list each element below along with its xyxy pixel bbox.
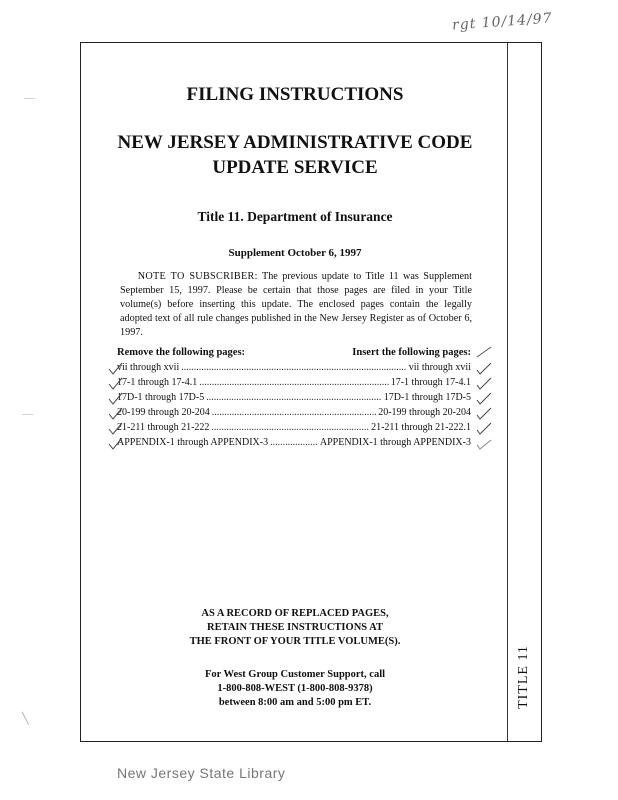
spine-text: TITLE 11 — [516, 645, 531, 709]
page-subtitle — [80, 130, 510, 180]
checkmark-icon — [108, 392, 124, 406]
insert-pages: 17D-1 through 17D-5 — [383, 392, 471, 403]
insert-pages: 17-1 through 17-4.1 — [390, 377, 471, 388]
insert-header: Insert the following pages: — [352, 347, 471, 358]
checkmark-icon — [476, 422, 492, 436]
list-item — [117, 437, 471, 452]
checkmark-icon — [476, 377, 492, 391]
checkmark-icon — [108, 407, 124, 421]
support-line-1: For West Group Customer Support, call — [204, 669, 386, 680]
margin-mark: — — [24, 92, 35, 104]
insert-pages: APPENDIX-1 through APPENDIX-3 — [319, 437, 471, 448]
checkmark-icon — [476, 392, 492, 406]
checkmark-icon — [476, 346, 492, 360]
leader-dots — [211, 422, 369, 433]
checkmark-icon — [108, 422, 124, 436]
checkmark-icon — [476, 437, 492, 451]
pages-list — [117, 362, 471, 452]
remove-pages: 21-211 through 21-222 — [117, 422, 210, 433]
library-stamp: New Jersey State Library — [117, 765, 286, 781]
title-section-heading: Title 11. Department of Insurance — [197, 209, 393, 224]
margin-mark: ╲ — [22, 713, 29, 725]
insert-pages: 20-199 through 20-204 — [378, 407, 471, 418]
insert-pages: vii through xvii — [408, 362, 471, 373]
title-spine-label — [510, 632, 538, 722]
remove-header: Remove the following pages: — [117, 347, 246, 358]
remove-pages: APPENDIX-1 through APPENDIX-3 — [117, 437, 269, 448]
leader-dots — [270, 437, 318, 448]
leader-dots — [199, 377, 388, 388]
remove-pages: 20-199 through 20-204 — [117, 407, 210, 418]
subtitle-line-2: UPDATE SERVICE — [212, 157, 378, 178]
record-line-3: THE FRONT OF YOUR TITLE VOLUME(S). — [189, 636, 401, 647]
leader-dots — [212, 407, 376, 418]
subtitle-line-1: NEW JERSEY ADMINISTRATIVE CODE — [117, 132, 473, 153]
note-body: The previous update to Title 11 was Supplement September 15, 1997. Please be certain that those pages are filed in your Title volume(s) before inserting this update. The enclosed pages contain the legally adopted text of all rule changes published in the New Jersey Register as of October 6, 1997. — [120, 271, 472, 338]
customer-support-info — [80, 668, 510, 710]
list-item — [117, 377, 471, 392]
note-lead: NOTE TO SUBSCRIBER: — [137, 271, 258, 282]
checkmark-icon — [476, 407, 492, 421]
remove-pages: vii through xvii — [117, 362, 180, 373]
remove-pages: 17-1 through 17-4.1 — [117, 377, 198, 388]
insert-pages: 21-211 through 21-222.1 — [371, 422, 471, 433]
record-line-2: RETAIN THESE INSTRUCTIONS AT — [207, 622, 383, 633]
list-item — [117, 422, 471, 437]
checkmark-icon — [108, 377, 124, 391]
record-instructions — [80, 607, 510, 649]
support-phone: 1-800-808-WEST (1-800-808-9378) — [217, 683, 373, 694]
remove-pages: 17D-1 through 17D-5 — [117, 392, 205, 403]
record-line-1: AS A RECORD OF REPLACED PAGES, — [201, 608, 389, 619]
support-hours: between 8:00 am and 5:00 pm ET. — [218, 697, 372, 708]
list-item — [117, 362, 471, 377]
handwritten-note: rgt 10/14/97 — [451, 10, 554, 34]
page-title: FILING INSTRUCTIONS — [186, 84, 404, 105]
list-item — [117, 407, 471, 422]
list-item — [117, 392, 471, 407]
supplement-date: Supplement October 6, 1997 — [228, 247, 362, 259]
checkmark-icon — [108, 437, 124, 451]
pages-header — [117, 347, 471, 358]
leader-dots — [206, 392, 382, 403]
margin-mark: — — [22, 408, 33, 420]
leader-dots — [181, 362, 407, 373]
checkmark-icon — [476, 362, 492, 376]
checkmark-icon — [108, 362, 124, 376]
subscriber-note — [120, 270, 472, 340]
